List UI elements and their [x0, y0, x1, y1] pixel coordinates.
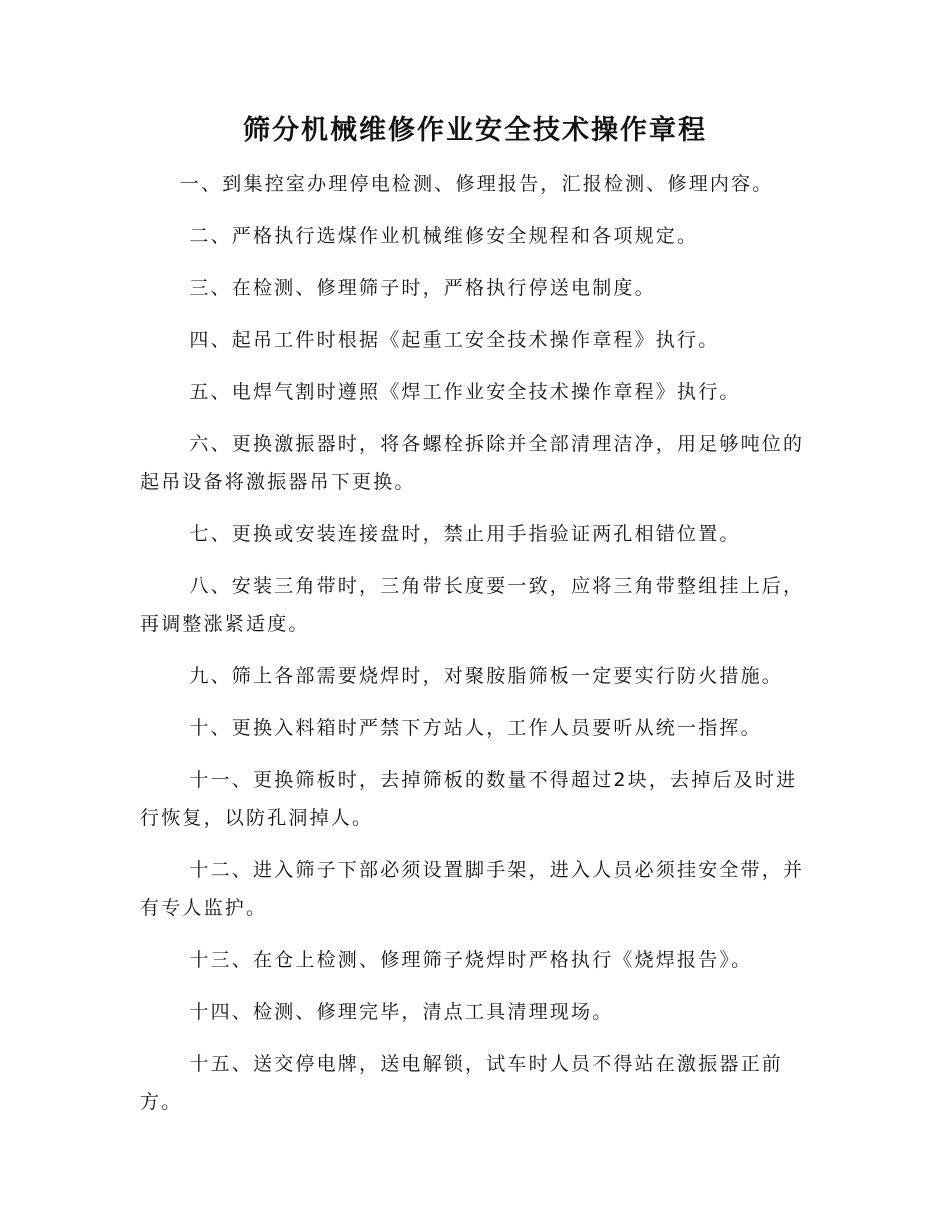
- document-title: 筛分机械维修作业安全技术操作章程: [243, 115, 707, 146]
- paragraph-1: 一、到集控室办理停电检测、修理报告，汇报检测、修理内容。: [179, 173, 774, 195]
- document-body: [140, 165, 808, 1135]
- paragraph-7: 七、更换或安装连接盘时，禁止用手指验证两孔相错位置。: [189, 523, 741, 545]
- paragraph-5: 五、电焊气割时遵照《焊工作业安全技术操作章程》执行。: [189, 381, 741, 403]
- paragraph-6: 六、更换激振器时，将各螺栓拆除并全部清理洁净，用足够吨位的起吊设备将激振器吊下更换。: [140, 433, 805, 493]
- paragraph-13: 十三、在仓上检测、修理筛子烧焊时严格执行《烧焊报告》。: [189, 949, 753, 971]
- paragraph-11: 十一、更换筛板时，去掉筛板的数量不得超过2块，去掉后及时进行恢复，以防孔洞掉人。: [140, 769, 798, 829]
- paragraph-3: 三、在检测、修理筛子时，严格执行停送电制度。: [189, 277, 656, 299]
- paragraph-2: 二、严格执行选煤作业机械维修安全规程和各项规定。: [189, 225, 699, 247]
- paragraph-12: 十二、进入筛子下部必须设置脚手架，进入人员必须挂安全带，并有专人监护。: [140, 859, 805, 919]
- paragraph-10: 十、更换入料箱时严禁下方站人，工作人员要听从统一指挥。: [189, 717, 762, 739]
- paragraph-15: 十五、送交停电牌，送电解锁，试车时人员不得站在激振器正前方。: [140, 1053, 783, 1113]
- paragraph-9: 九、筛上各部需要烧焊时，对聚胺脂筛板一定要实行防火措施。: [189, 665, 783, 687]
- paragraph-14: 十四、检测、修理完毕，清点工具清理现场。: [189, 1001, 614, 1023]
- paragraph-4: 四、起吊工件时根据《起重工安全技术操作章程》执行。: [189, 329, 720, 351]
- paragraph-8: 八、安装三角带时，三角带长度要一致，应将三角带整组挂上后，再调整涨紧适度。: [140, 575, 805, 635]
